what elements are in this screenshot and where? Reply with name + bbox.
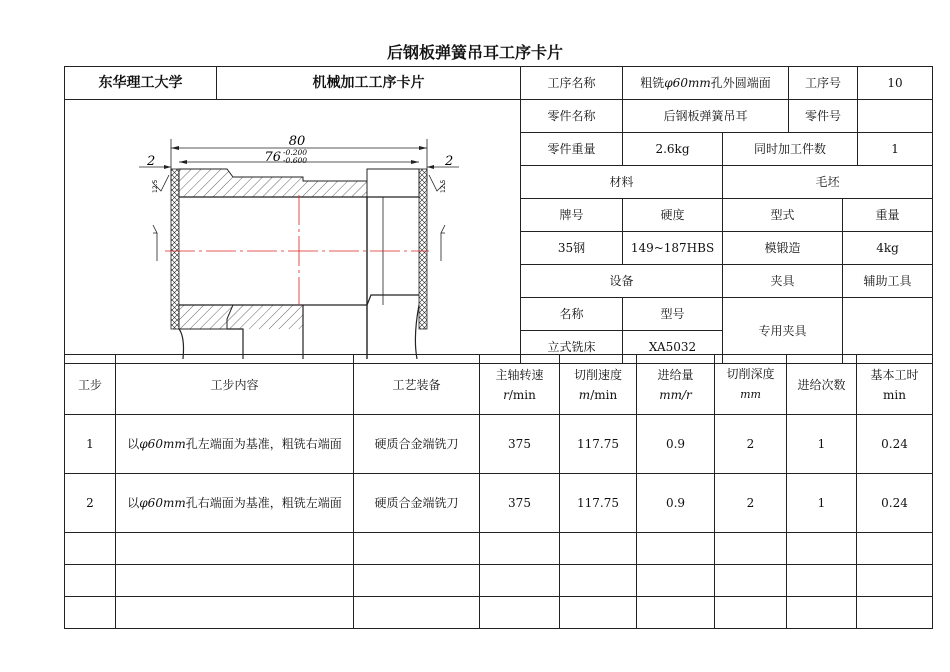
equipment-model-label: 型号 <box>623 298 723 331</box>
blank-weight-label: 重量 <box>843 199 933 232</box>
col-passes: 进给次数 <box>787 355 857 415</box>
dim-76-text: 76 <box>264 149 281 165</box>
step-no: 2 <box>65 474 116 533</box>
fixture-section-label: 夹具 <box>723 265 843 298</box>
base-time-unit: min <box>883 387 906 402</box>
spindle-unit-rest: /min <box>508 387 536 402</box>
spindle-speed-label: 主轴转速 <box>495 367 544 382</box>
blank-section-label: 毛坯 <box>723 166 933 199</box>
depth-label: 切削深度 <box>726 367 775 381</box>
table-row-empty <box>65 565 933 597</box>
step-spindle-speed: 375 <box>480 415 560 474</box>
equipment-section-label: 设备 <box>521 265 723 298</box>
roughness-right <box>429 175 447 193</box>
step-content <box>116 415 354 474</box>
roughness-right-value: 12.5 <box>440 179 447 193</box>
part-no-value <box>858 100 933 133</box>
col-content: 工步内容 <box>116 355 354 415</box>
step-base-time: 0.24 <box>857 415 933 474</box>
material-section-label: 材料 <box>521 166 723 199</box>
base-time-label: 基本工时 <box>870 367 919 382</box>
step-content-mm: mm <box>162 496 186 510</box>
fixture-value: 专用夹具 <box>723 298 843 364</box>
simultaneous-count-label: 同时加工件数 <box>723 133 858 166</box>
tolerance-upper: -0.200 <box>283 147 308 157</box>
process-card-header-table <box>64 66 933 364</box>
step-content-suffix: 孔右端面为基准，粗铣左端面 <box>185 496 342 510</box>
table-row <box>65 474 933 533</box>
step-content-prefix: 以 <box>127 437 140 451</box>
process-name-prefix: 粗铣 <box>640 76 665 90</box>
spindle-unit-r: r <box>503 387 509 402</box>
part-drawing-cell <box>65 100 521 364</box>
process-name-suffix: 孔外圆端面 <box>710 76 771 90</box>
step-spindle-speed: 375 <box>480 474 560 533</box>
dim-2-right: 2 <box>445 153 454 169</box>
step-passes: 1 <box>787 415 857 474</box>
col-equipment: 工艺装备 <box>354 355 480 415</box>
col-depth <box>715 355 787 415</box>
card-type: 机械加工工序卡片 <box>217 67 521 100</box>
step-no: 1 <box>65 415 116 474</box>
table-row-empty <box>65 597 933 629</box>
process-name-value <box>623 67 789 100</box>
tolerance-lower: -0.600 <box>283 155 308 165</box>
roughness-left <box>152 175 169 193</box>
grade-value: 35钢 <box>521 232 623 265</box>
part-no-label: 零件号 <box>789 100 858 133</box>
blank-form-value: 模锻造 <box>723 232 843 265</box>
left-allowance <box>171 169 179 329</box>
step-content-prefix: 以 <box>127 496 140 510</box>
step-content-phi: φ60 <box>139 437 163 451</box>
process-name-phi: φ60 <box>664 76 688 90</box>
depth-unit: mm <box>740 388 761 401</box>
right-allowance <box>419 169 427 329</box>
col-step: 工步 <box>65 355 116 415</box>
blank-form-label: 型式 <box>723 199 843 232</box>
hardness-value: 149~187HBS <box>623 232 723 265</box>
step-passes: 1 <box>787 474 857 533</box>
feed-unit: mm/r <box>659 387 692 402</box>
step-equipment: 硬质合金端铣刀 <box>354 474 480 533</box>
lower-wall-left <box>179 305 233 329</box>
step-content-phi: φ60 <box>139 496 163 510</box>
cutting-speed-label: 切削速度 <box>573 367 622 382</box>
part-name-label: 零件名称 <box>521 100 623 133</box>
cutting-unit-m: m <box>578 387 591 402</box>
part-weight-label: 零件重量 <box>521 133 623 166</box>
table-row-empty <box>65 533 933 565</box>
part-weight-value: 2.6kg <box>623 133 723 166</box>
step-feed: 0.9 <box>637 474 715 533</box>
col-cutting-speed <box>560 355 637 415</box>
simultaneous-count-value: 1 <box>858 133 933 166</box>
part-name-value: 后钢板弹簧吊耳 <box>623 100 789 133</box>
step-content-suffix: 孔左端面为基准，粗铣右端面 <box>185 437 342 451</box>
blank-weight-value: 4kg <box>843 232 933 265</box>
step-depth: 2 <box>715 415 787 474</box>
col-base-time <box>857 355 933 415</box>
step-cutting-speed: 117.75 <box>560 474 637 533</box>
cutting-unit-rest: /min <box>590 387 618 402</box>
school-name: 东华理工大学 <box>65 67 217 100</box>
grade-label: 牌号 <box>521 199 623 232</box>
col-spindle-speed <box>480 355 560 415</box>
table-row <box>65 415 933 474</box>
step-content-mm: mm <box>162 437 186 451</box>
step-depth: 2 <box>715 474 787 533</box>
process-steps-table <box>64 354 933 629</box>
step-cutting-speed: 117.75 <box>560 415 637 474</box>
step-content <box>116 474 354 533</box>
step-base-time: 0.24 <box>857 474 933 533</box>
page-title: 后钢板弹簧吊耳工序卡片 <box>386 43 563 62</box>
hardness-label: 硬度 <box>623 199 723 232</box>
dim-2-left: 2 <box>147 153 156 169</box>
equipment-model-value: XA5032 <box>623 331 723 364</box>
process-no-value: 10 <box>858 67 933 100</box>
feed-label: 进给量 <box>657 367 694 382</box>
roughness-left-value: 12.5 <box>152 179 159 193</box>
process-name-label: 工序名称 <box>521 67 623 100</box>
process-name-mm: mm <box>687 76 711 90</box>
equipment-name-label: 名称 <box>521 298 623 331</box>
step-feed: 0.9 <box>637 415 715 474</box>
equipment-name-value: 立式铣床 <box>521 331 623 364</box>
process-no-label: 工序号 <box>789 67 858 100</box>
part-drawing <box>67 105 521 359</box>
dim-80-text: 80 <box>288 133 306 149</box>
aux-tool-label: 辅助工具 <box>843 265 933 298</box>
step-equipment: 硬质合金端铣刀 <box>354 415 480 474</box>
col-feed <box>637 355 715 415</box>
